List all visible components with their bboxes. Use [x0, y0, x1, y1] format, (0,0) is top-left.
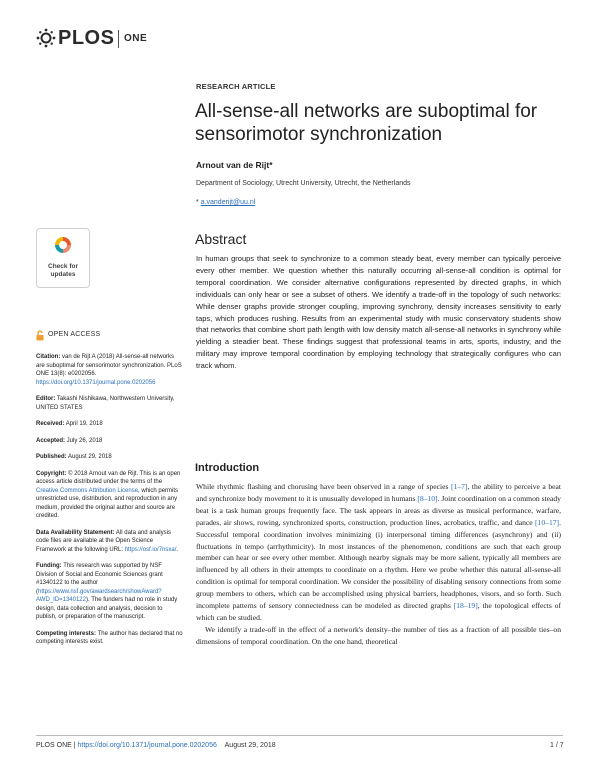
journal-name: ONE — [124, 33, 148, 44]
footer-doi-link[interactable]: https://doi.org/10.1371/journal.pone.0202056 — [77, 742, 217, 749]
intro-text-segment: While rhythmic flashing and chorusing have been observed in a range of species — [196, 482, 452, 491]
published-date: August 29, 2018 — [66, 454, 112, 460]
abstract-text: In human groups that seek to synchronize to a common steady beat, every member can typically perceive every other member. We question whether this naturally occurring all-sense-all condition is optimal for temporal coordination. We consider alternative configurations represented by directed graphs, in which individuals can only hear or see a subset of others. We identify a trade-off in the topology of such networks: While denser graphs provide stronger coupling, improving synchrony, density increases sensitivity to early taps, which produces rushing. Results from an experimental study with music conservatory students show that networks that combine short path length with low density match all-sense-all networks in synchrony while yielding a steadier beat. These findings suggest that professional teams in arts, sports, industry, and the military may improve temporal coordination by employing technology that strategically configures who can track whom. — [196, 254, 561, 371]
reference-link[interactable]: [8–10] — [417, 493, 438, 503]
funding-block — [36, 562, 184, 622]
funding-text-end: ). The funders had no role in study design, data collection and analysis, decision to publish, or preparation of the manuscript. — [36, 597, 178, 620]
citation-text: van de Rijt A (2018) All-sense-all networks are suboptimal for sensorimotor synchronization. PLoS ONE 13(8): e0202056. — [36, 354, 182, 377]
reference-link[interactable]: [18–19] — [453, 601, 478, 611]
reference-link[interactable]: [10–17] — [535, 517, 560, 527]
footer-separator: | — [71, 742, 78, 749]
received-label: Received: — [36, 421, 65, 427]
published-label: Published: — [36, 454, 67, 460]
open-access-text: OPEN ACCESS — [48, 331, 101, 339]
check-for-updates-icon — [53, 235, 73, 261]
received-block — [36, 420, 184, 429]
email-link[interactable]: a.vanderijt@uu.nl — [200, 199, 256, 206]
intro-text-segment: . Successful temporal coordination involves minimizing (i) interpersonal timing differences (asynchrony) and (ii) fluctuations in tempo (arrhythmicity). In most instances of the phenomenon, conditions are such that each group member can hear or see every other member. Although nearby signals may be more salient, typically all members are influenced by all others in their attempts to coordinate on a rhythm. Here we probe whether this natural all-sense-all condition is optimal for temporal coordination. We consider the possibility of disabling sensory connections from some group members to others, which can be accomplished using physical barriers, headphones, visors, and so forth. Such incomplete patterns of sensory connectedness can be modeled as directed graphs — [196, 517, 561, 611]
open-access-label — [36, 330, 184, 341]
author-name[interactable]: Arnout van de Rijt* — [196, 160, 273, 170]
received-date: April 19, 2018 — [64, 421, 103, 427]
accepted-label: Accepted: — [36, 437, 66, 444]
competing-interests-label: Competing interests: — [36, 630, 97, 637]
author-email — [196, 199, 255, 206]
introduction-paragraph-1 — [196, 481, 561, 624]
license-link[interactable]: Creative Commons Attribution License — [36, 487, 139, 494]
copyright-label: Copyright: — [36, 470, 67, 477]
intro-text-segment: , the topological effects of which can be studied. — [196, 601, 562, 622]
funding-label: Funding: — [36, 563, 62, 569]
cfu-line-1: Check for — [48, 263, 78, 270]
copyright-text-end: , which permits unrestricted use, distribution, and reproduction in any medium, provided the original author and source are credited. — [36, 487, 179, 519]
brand-name: PLOS — [58, 27, 115, 49]
check-for-updates-label — [37, 263, 89, 278]
copyright-block — [36, 470, 184, 521]
data-availability-block — [36, 529, 184, 555]
logo-divider — [118, 30, 119, 48]
footer-citation — [36, 742, 276, 749]
email-marker: * — [196, 199, 199, 206]
copyright-text: © 2018 Arnout van de Rijt. This is an open access article distributed under the terms of the — [36, 470, 181, 485]
citation-label: Citation: — [36, 354, 61, 360]
data-availability-text: All data and analysis code files are available at the Open Science Framework at the following URL: — [36, 529, 171, 553]
footer-rule — [36, 735, 563, 736]
article-type: RESEARCH ARTICLE — [196, 82, 276, 91]
citation-doi-link[interactable]: https://doi.org/10.1371/journal.pone.0202056 — [36, 379, 156, 386]
check-for-updates-badge[interactable] — [36, 228, 90, 288]
intro-text-segment: . Joint coordination on a common steady beat is a task human groups frequently face. The task appears in areas as diverse as musical performance, warfare, parades, air shows, rowing, synchronized sports, construction, production lines, acrobatics, traffic, and dance — [196, 493, 561, 527]
page-number: 1 / 7 — [550, 742, 564, 749]
competing-interests-text: The author has declared that no competing interests exist. — [36, 630, 183, 645]
article-title: All-sense-all networks are suboptimal for sensorimotor synchronization — [195, 101, 538, 145]
abstract-heading: Abstract — [195, 231, 247, 247]
funding-text: This research was supported by NSF Division of Social and Economic Sciences grant #1340122 to the author ( — [36, 563, 163, 595]
open-access-lock-icon — [36, 330, 44, 341]
data-availability-end: . — [176, 546, 179, 553]
editor-text: Takashi Nishikawa, Northwestern University, UNITED STATES — [36, 396, 175, 411]
osf-link[interactable]: https://osf.io/7nsxa/ — [124, 546, 177, 553]
competing-interests-block — [36, 630, 184, 647]
footer-date: August 29, 2018 — [224, 742, 276, 749]
introduction-body — [196, 481, 561, 648]
editor-label: Editor: — [36, 396, 56, 402]
plos-one-logo[interactable] — [36, 26, 186, 52]
cfu-line-2: updates — [50, 270, 76, 278]
nsf-award-link[interactable]: https://www.nsf.gov/awardsearch/showAward?AWD_ID=1340122 — [36, 588, 162, 603]
plos-logo-icon — [36, 28, 56, 48]
accepted-block — [36, 437, 184, 446]
published-block — [36, 453, 184, 462]
accepted-date: July 26, 2018 — [65, 437, 103, 444]
author-affiliation: Department of Sociology, Utrecht University, Utrecht, the Netherlands — [196, 180, 411, 187]
editor-block — [36, 395, 184, 412]
citation-block — [36, 353, 184, 387]
reference-link[interactable]: [1–7] — [451, 482, 468, 491]
article-metadata-sidebar — [36, 330, 184, 655]
intro-text-segment: , the ability to perceive a beat and synchronize body movement to it is unusually developed in humans — [196, 482, 561, 503]
introduction-heading: Introduction — [195, 462, 260, 474]
data-availability-label: Data Availability Statement: — [36, 529, 115, 536]
footer-journal: PLOS ONE — [36, 742, 72, 749]
introduction-paragraph-2: We identify a trade-off in the effect of a network's density–the number of ties as a fraction of all possible ties–on dimensions of temporal coordination. On the one hand, theoretical — [196, 624, 561, 646]
